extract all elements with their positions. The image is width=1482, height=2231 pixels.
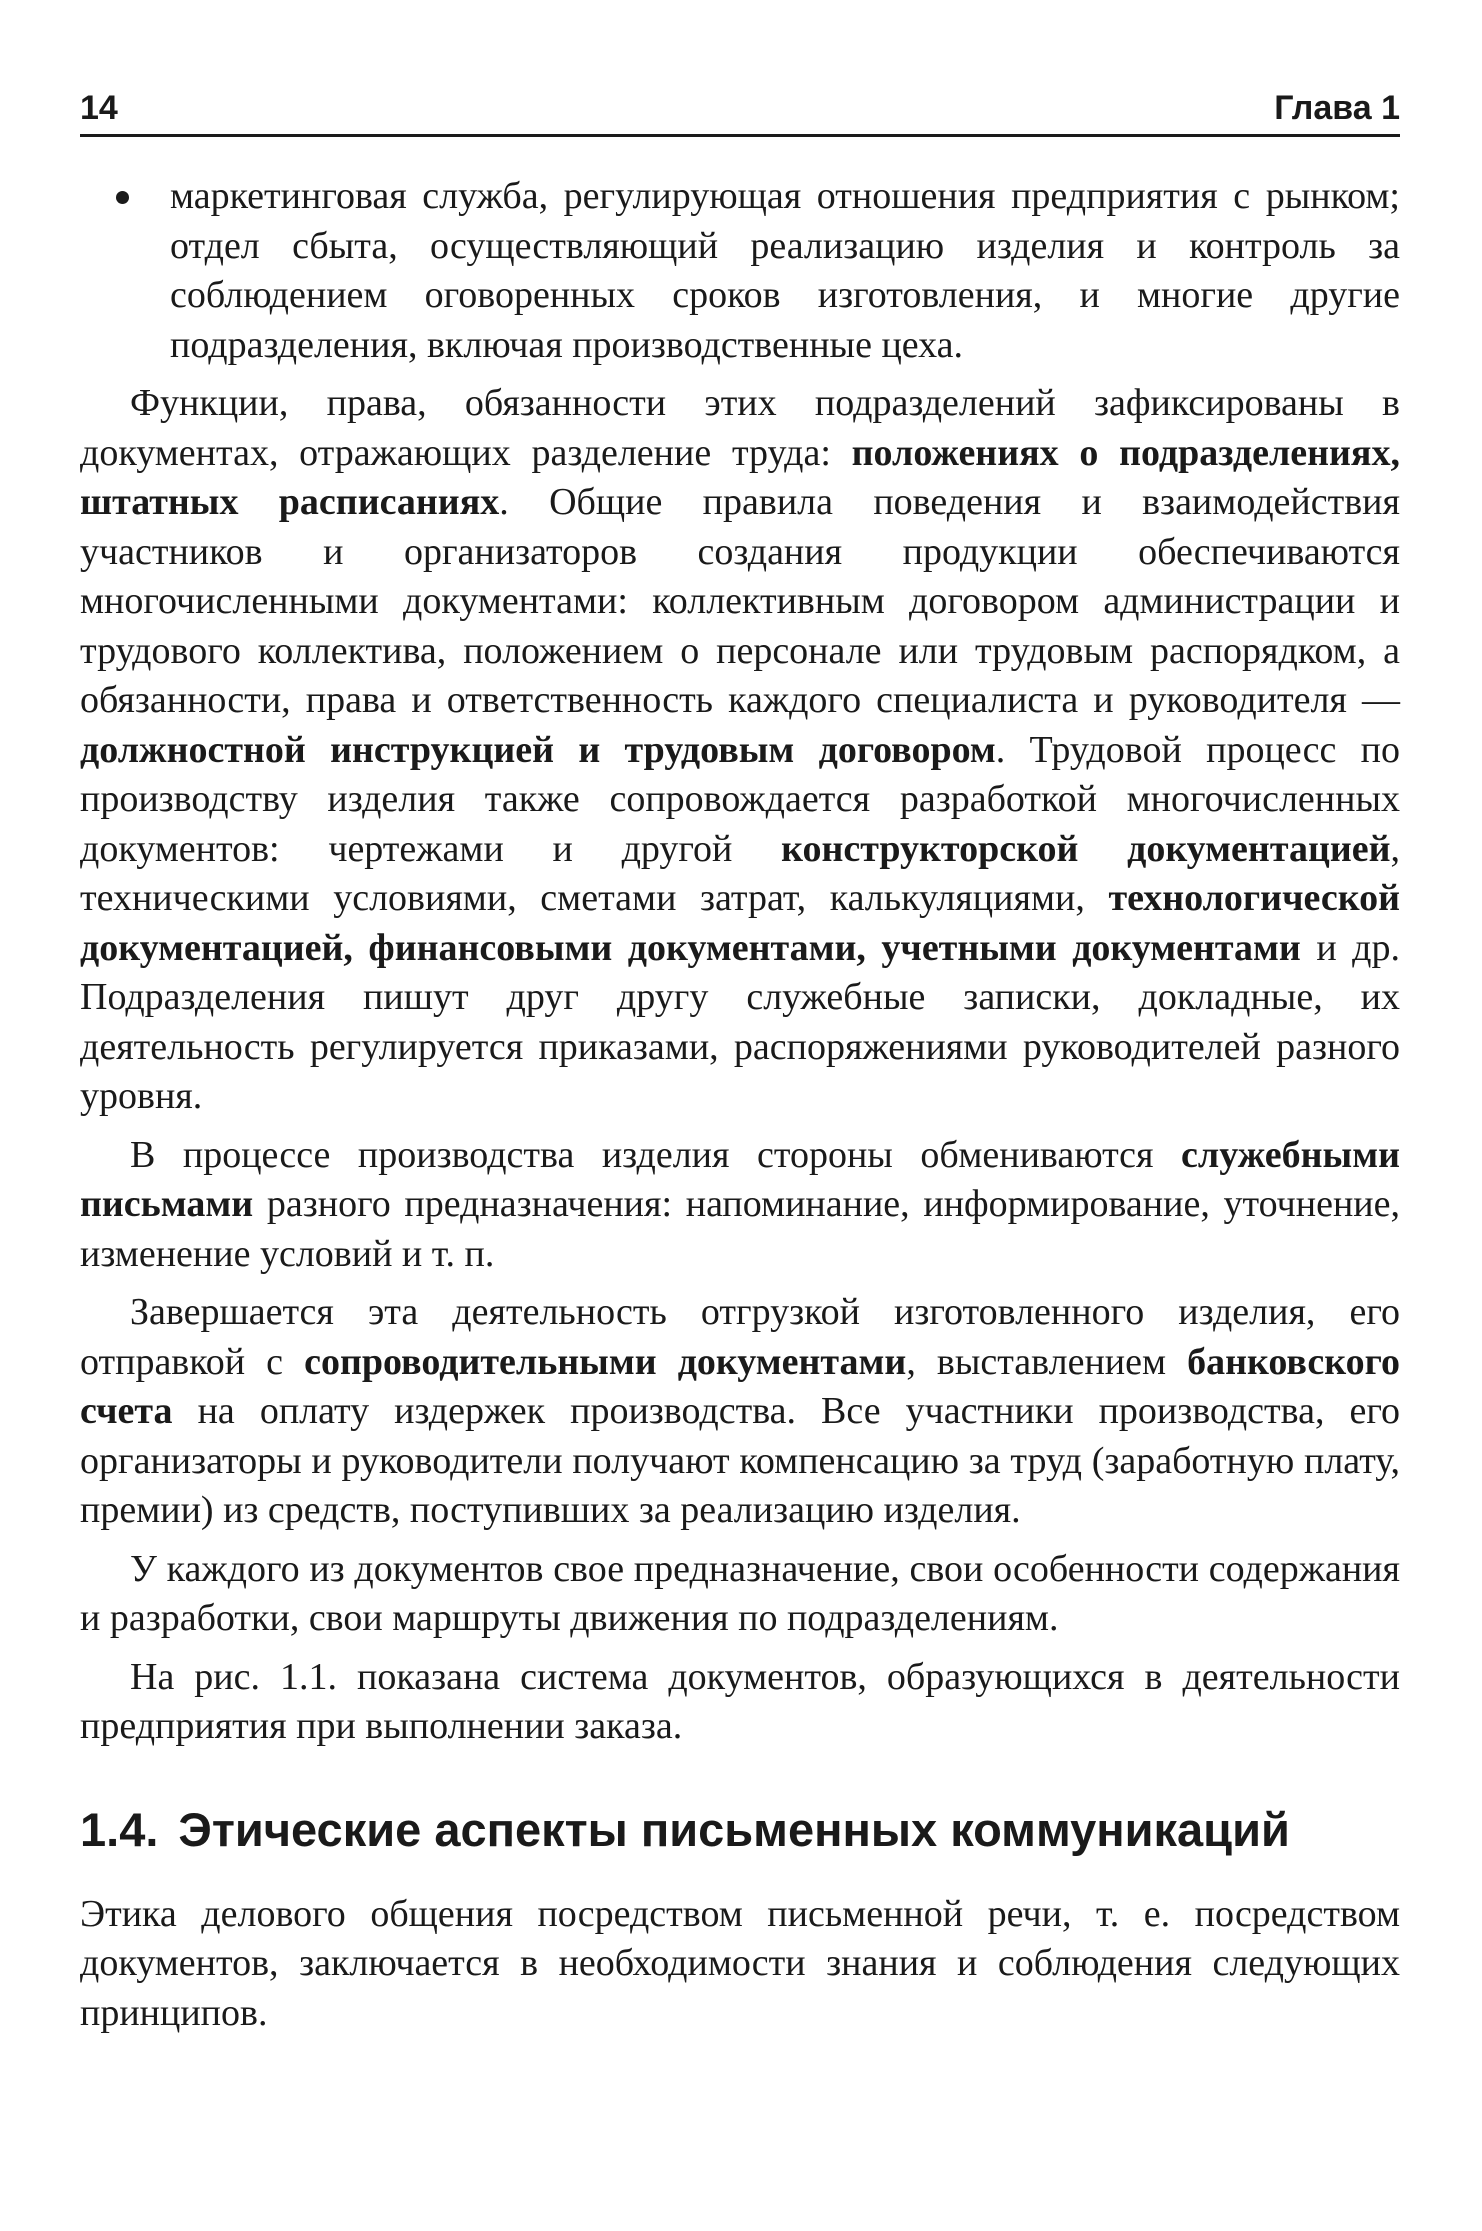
paragraph-5: На рис. 1.1. показана система документов, образующихся в деятельности предприятия при выполнении заказа. — [80, 1655, 1400, 1747]
paragraph-1-text-2: . Общие правила поведения и взаимодействия участников и организаторов создания продукции обеспечиваются многочисленными документами: коллективным договором администрации и трудового коллектива, положением о персонале или трудовым распорядком, а обязанности, права и ответственность каждого специалиста и руководителя — — [80, 481, 1400, 721]
paragraph-3-bold-2: банковского счета — [80, 1340, 1400, 1432]
paragraph-3-text-3: на оплату издержек производства. Все участники производства, его организаторы и руководители получают компенсацию за труд (заработную плату, премии) из средств, поступивших за реализацию изделия. — [80, 1390, 1400, 1531]
paragraph-1-bold-1: положениях о подразделениях, штатных расписаниях — [80, 431, 1400, 523]
paragraph-3-text-2: , выставлением — [906, 1340, 1188, 1383]
paragraph-6: Этика делового общения посредством письменной речи, т. е. посредством документов, заключается в необходимости знания и соблюдения следующих принципов. — [80, 1892, 1400, 2034]
paragraph-1-bold-2: должностной инструкцией и трудовым договором — [80, 728, 996, 771]
paragraph-1-bold-3: конструкторской документацией — [781, 827, 1391, 870]
paragraph-1-text-4: , техническими условиями, сметами затрат, калькуляциями, — [80, 827, 1400, 919]
running-header — [80, 78, 1400, 137]
bullet-item — [80, 172, 1400, 370]
paragraph-3-bold-1: сопроводительными документами — [304, 1340, 907, 1383]
section-heading — [80, 1800, 1400, 1860]
paragraph-1-text-1: Функции, права, обязанности этих подразделений зафиксированы в документах, отражающих разделение труда: — [80, 382, 1400, 474]
page-number: 14 — [80, 89, 118, 127]
paragraph-2-text-2: разного предназначения: напоминание, информирование, уточнение, изменение условий и т. п. — [80, 1183, 1400, 1275]
page-body — [80, 172, 1400, 2047]
paragraph-1-bold-4: технологической документацией, финансовыми документами, учетными документами — [80, 877, 1400, 969]
section-number: 1.4. — [80, 1802, 159, 1856]
paragraph-2-bold-1: служебными письмами — [80, 1133, 1400, 1225]
paragraph-1-text-3: . Трудовой процесс по производству изделия также сопровождается разработкой многочисленных документов: чертежами и другой — [80, 728, 1400, 870]
paragraph-3-text-1: Завершается эта деятельность отгрузкой изготовленного изделия, его отправкой с — [80, 1291, 1400, 1383]
paragraph-3 — [80, 1288, 1400, 1536]
paragraph-4: У каждого из документов свое предназначение, свои особенности содержания и разработки, свои маршруты движения по подразделениям. — [80, 1547, 1400, 1639]
paragraph-1 — [80, 379, 1400, 1122]
bullet-text: маркетинговая служба, регулирующая отношения предприятия с рынком; отдел сбыта, осуществляющий реализацию изделия и контроль за соблюдением оговоренных сроков изготовления, и многие другие подразделения, включая производственные цеха. — [170, 175, 1400, 366]
chapter-title: Глава 1 — [1274, 89, 1400, 127]
paragraph-2-text-1: В процессе производства изделия стороны обмениваются — [130, 1133, 1182, 1176]
bullet-icon — [116, 191, 129, 204]
section-title: Этические аспекты письменных коммуникаций — [178, 1802, 1290, 1856]
paragraph-2 — [80, 1131, 1400, 1280]
paragraph-1-text-5: и др. Подразделения пишут друг другу служебные записки, докладные, их деятельность регулируется приказами, распоряжениями руководителей разного уровня. — [80, 926, 1400, 1117]
